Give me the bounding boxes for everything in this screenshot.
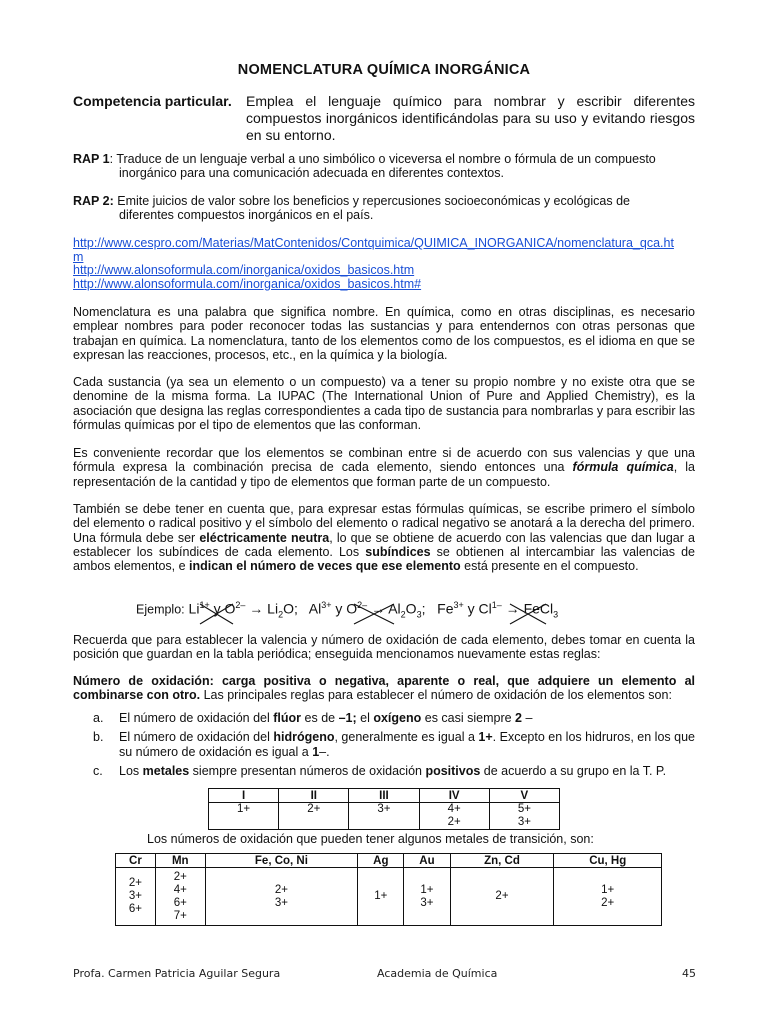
paragraph-formula: Es conveniente recordar que los elementos se combinan entre si de acuerdo con sus valencias y que una fórmula expresa la combinación precisa de cada elemento, siendo entonces una fórmula química, la representación de la cantidad y tipo de elementos que forman parte de un compuesto. — [73, 446, 695, 489]
rap2-label: RAP 2: — [73, 194, 114, 208]
arrow-icon: → — [505, 600, 520, 617]
table2-caption: Los números de oxidación que pueden tener algunos metales de transición, son: — [147, 832, 594, 846]
arrow-icon: → — [371, 600, 386, 617]
paragraph-nomenclatura: Nomenclatura es una palabra que significa nombre. En química, como en otras disciplinas, es necesario emplear nombres para poder reconocer todas las sustancias y para entendernos con otras personas que trabajan en química. La nomenclatura, tanto de los elementos como de los compuestos, es el idioma en que se expresan las reacciones, procesos, etc., en la química y la biología. — [73, 305, 695, 362]
footer-page-number: 45 — [682, 967, 696, 980]
table-transition-metals — [115, 853, 662, 926]
footer-center: Academia de Química — [377, 967, 498, 980]
list-item: c. Los metales siempre presentan números de oxidación positivos de acuerdo a su grupo en la T. P. — [93, 763, 667, 778]
rules-list — [73, 711, 695, 778]
rap2-text: Emite juicios de valor sobre los beneficios y repercusiones socioeconómicas y ecológicas de — [113, 194, 630, 208]
rap1-text-cont: inorgánico para una comunicación adecuada en diferentes contextos. — [119, 166, 504, 181]
example-label: Ejemplo: — [136, 602, 185, 617]
list-item: b. El número de oxidación del hidrógeno, generalmente es igual a 1+. Excepto en los hidruros, en los que su número de oxidación es igual a 1–. — [93, 730, 695, 759]
competencia-label: Competencia particular. — [73, 93, 232, 109]
term-subindices: subíndices — [365, 544, 431, 559]
paragraph-recuerda: Recuerda que para establecer la valencia y número de oxidación de cada elemento, debes tomar en cuenta la posición que guardan en la tabla periódica; enseguida mencionamos nuevamente estas reglas: — [73, 633, 695, 662]
table-cell: 2+ — [450, 868, 554, 926]
table-header: I — [209, 789, 279, 803]
table-cell: 2+ — [279, 803, 349, 830]
formula-example: Ejemplo: $Li^{1+}$ y $O^{2-} \to Li_2O$; $Al^{3+}$ y $O^{2-} \to Al_2O_3$; $Fe^{3+}$ y $Cl^{1-}$ → FeCl$_3$ — [136, 600, 559, 620]
table-header: V — [489, 789, 559, 803]
term-formula-quimica: fórmula química — [572, 460, 674, 475]
table-cell: 3+ — [349, 803, 419, 830]
table-cell: 5+ 3+ — [489, 803, 559, 830]
table-cell: 1+ — [358, 868, 404, 926]
table-header: Au — [404, 854, 450, 868]
table-header: II — [279, 789, 349, 803]
table-cell: 1+ 3+ — [404, 868, 450, 926]
table-header: Cu, Hg — [554, 854, 662, 868]
list-item: a. El número de oxidación del flúor es de –1; el oxígeno es casi siempre 2 – — [93, 711, 533, 725]
link-cespro-cont[interactable]: m — [73, 249, 84, 264]
table-header: Fe, Co, Ni — [205, 854, 358, 868]
link-cespro[interactable]: http://www.cespro.com/Materias/MatContenidos/Contquimica/QUIMICA_INORGANICA/nomenclatura_qca.ht — [73, 236, 674, 250]
table-header: III — [349, 789, 419, 803]
table-header: Cr — [116, 854, 156, 868]
link-alonso-2[interactable]: http://www.alonsoformula.com/inorganica/oxidos_basicos.htm# — [73, 276, 422, 291]
table-cell: 4+ 2+ — [419, 803, 489, 830]
paragraph-subindices: También se debe tener en cuenta que, para expresar estas fórmulas químicas, se escribe primero el símbolo del elemento o radical positivo y el símbolo del elemento o radical negativo se anotará a la derecha del primero. Una fórmula debe ser eléctricamente neutra, lo que se obtiene de acuerdo con las valencias que dan lugar a establecer los subíndices de cada elemento. Los subíndices se obtienen al intercambiar las valencias de ambos elementos, e indican el número de veces que ese elemento está presente en el compuesto. — [73, 502, 695, 574]
arrow-icon: → — [249, 600, 264, 617]
table-cell: 1+ 2+ — [554, 868, 662, 926]
table-header: Ag — [358, 854, 404, 868]
rap2-text-cont: diferentes compuestos inorgánicos en el país. — [119, 208, 374, 223]
definition-numero-oxidacion: Número de oxidación: carga positiva o negativa, aparente o real, que adquiere un elemento al combinarse con otro. — [73, 674, 695, 703]
table-group-oxidation — [208, 788, 560, 830]
table-header: IV — [419, 789, 489, 803]
table-header: Mn — [155, 854, 205, 868]
table-header: Zn, Cd — [450, 854, 554, 868]
table-cell: 2+ 4+ 6+ 7+ — [155, 868, 205, 926]
footer-author: Profa. Carmen Patricia Aguilar Segura — [73, 967, 281, 980]
table-cell: 2+ 3+ — [205, 868, 358, 926]
page-title: NOMENCLATURA QUÍMICA INORGÁNICA — [237, 62, 531, 78]
paragraph-iupac: Cada sustancia (ya sea un elemento o un compuesto) va a tener su propio nombre y no existe otra que se denomine de la misma forma. La IUPAC (The International Union of Pure and Applied Chemistry), es la asociación que designa las reglas correspondientes a cada tipo de sustancia para nombrarlas y para escribir las fórmulas químicas por el tipo de elementos que las conforman. — [73, 375, 695, 432]
table-cell: 1+ — [209, 803, 279, 830]
table-cell: 2+ 3+ 6+ — [116, 868, 156, 926]
link-alonso-1[interactable]: http://www.alonsoformula.com/inorganica/oxidos_basicos.htm — [73, 263, 415, 277]
competencia-text: Emplea el lenguaje químico para nombrar y escribir diferentes compuestos inorgánicos identificándolas para su uso y evitando riesgos en su entorno. — [246, 93, 695, 143]
paragraph-numero-oxidacion: Número de oxidación: carga positiva o negativa, aparente o real, que adquiere un elemento al combinarse con otro. Las principales reglas para establecer el número de oxidación de los elementos son: — [73, 674, 695, 703]
rap1-text: : Traduce de un lenguaje verbal a uno simbólico o viceversa el nombre o fórmula de un compuesto — [109, 152, 656, 166]
rap1-label: RAP 1 — [73, 152, 110, 166]
term-indican: indican el número de veces que ese elemento — [189, 559, 461, 574]
term-electricamente-neutra: eléctricamente neutra — [199, 530, 330, 545]
